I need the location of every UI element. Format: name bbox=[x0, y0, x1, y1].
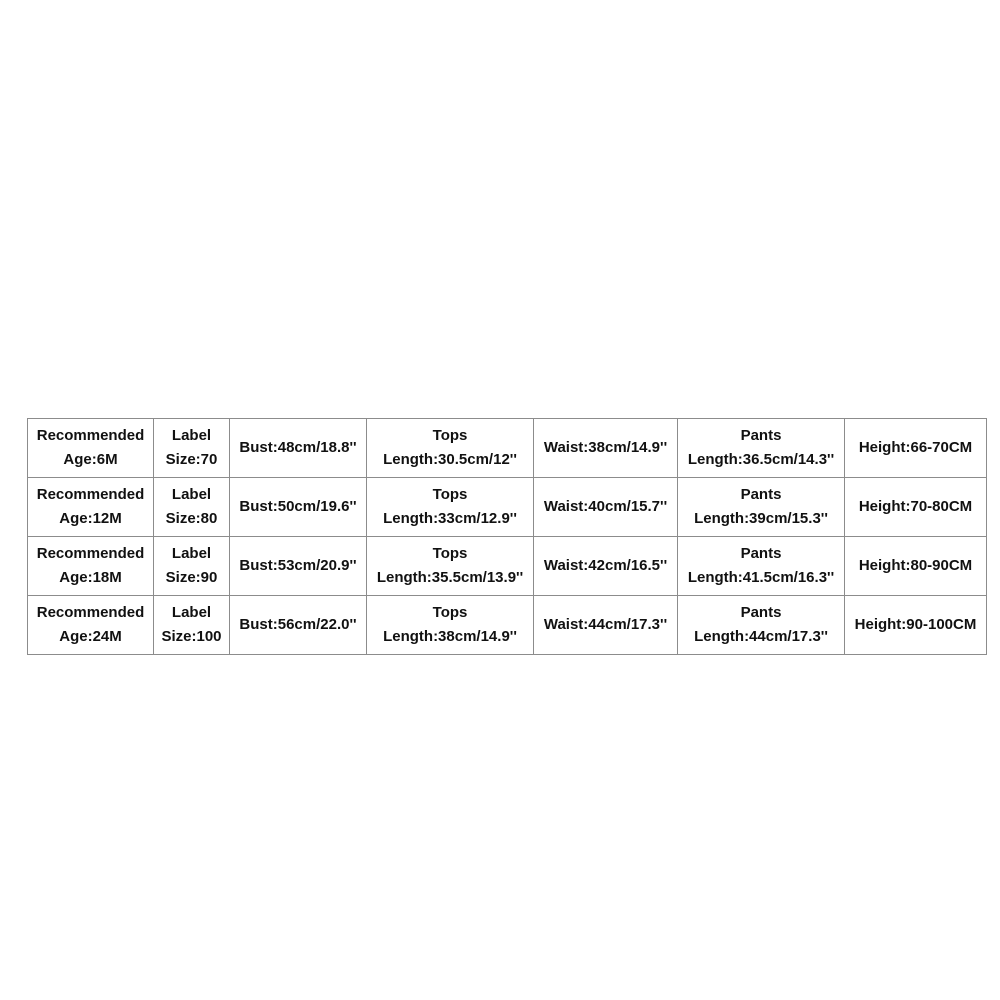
pants-label: Pants bbox=[740, 486, 782, 503]
pants-label: Pants bbox=[740, 604, 782, 621]
age-value: Age:6M bbox=[63, 451, 118, 468]
age-cell bbox=[28, 596, 154, 655]
label-size-label: Label bbox=[171, 545, 212, 562]
waist-cell: Waist:38cm/14.9'' bbox=[534, 419, 678, 478]
pants-length-value: Length:44cm/17.3'' bbox=[694, 628, 828, 645]
bust-cell: Bust:50cm/19.6'' bbox=[230, 478, 367, 537]
table-row bbox=[28, 419, 987, 478]
table-row bbox=[28, 596, 987, 655]
label-size-value: Size:90 bbox=[165, 569, 218, 586]
label-size-value: Size:70 bbox=[165, 451, 218, 468]
tops-length-value: Length:38cm/14.9'' bbox=[383, 628, 517, 645]
age-label: Recommended bbox=[36, 486, 145, 503]
age-label: Recommended bbox=[36, 427, 145, 444]
waist-cell: Waist:44cm/17.3'' bbox=[534, 596, 678, 655]
age-label: Recommended bbox=[36, 604, 145, 621]
tops-length-value: Length:35.5cm/13.9'' bbox=[376, 569, 524, 586]
size-chart-table bbox=[27, 418, 987, 655]
height-cell: Height:90-100CM bbox=[845, 596, 987, 655]
bust-cell: Bust:48cm/18.8'' bbox=[230, 419, 367, 478]
bust-cell: Bust:53cm/20.9'' bbox=[230, 537, 367, 596]
pants-length-cell bbox=[678, 596, 845, 655]
waist-cell: Waist:42cm/16.5'' bbox=[534, 537, 678, 596]
tops-length-cell bbox=[367, 537, 534, 596]
tops-length-cell bbox=[367, 419, 534, 478]
label-size-value: Size:100 bbox=[161, 628, 222, 645]
waist-cell: Waist:40cm/15.7'' bbox=[534, 478, 678, 537]
label-size-cell bbox=[154, 537, 230, 596]
pants-length-cell bbox=[678, 537, 845, 596]
table-row bbox=[28, 478, 987, 537]
tops-label: Tops bbox=[432, 427, 468, 444]
tops-length-cell bbox=[367, 596, 534, 655]
pants-length-value: Length:39cm/15.3'' bbox=[694, 510, 828, 527]
age-label: Recommended bbox=[36, 545, 145, 562]
age-cell bbox=[28, 537, 154, 596]
age-value: Age:18M bbox=[59, 569, 122, 586]
tops-length-value: Length:33cm/12.9'' bbox=[383, 510, 517, 527]
pants-label: Pants bbox=[740, 427, 782, 444]
label-size-cell bbox=[154, 419, 230, 478]
age-value: Age:12M bbox=[59, 510, 122, 527]
pants-length-cell bbox=[678, 419, 845, 478]
table-row bbox=[28, 537, 987, 596]
tops-label: Tops bbox=[432, 486, 468, 503]
height-cell: Height:70-80CM bbox=[845, 478, 987, 537]
tops-label: Tops bbox=[432, 545, 468, 562]
pants-length-value: Length:36.5cm/14.3'' bbox=[687, 451, 835, 468]
pants-label: Pants bbox=[740, 545, 782, 562]
label-size-cell bbox=[154, 478, 230, 537]
tops-length-value: Length:30.5cm/12'' bbox=[383, 451, 517, 468]
tops-length-cell bbox=[367, 478, 534, 537]
age-cell bbox=[28, 419, 154, 478]
bust-cell: Bust:56cm/22.0'' bbox=[230, 596, 367, 655]
height-cell: Height:66-70CM bbox=[845, 419, 987, 478]
tops-label: Tops bbox=[432, 604, 468, 621]
label-size-label: Label bbox=[171, 427, 212, 444]
label-size-label: Label bbox=[171, 486, 212, 503]
pants-length-cell bbox=[678, 478, 845, 537]
pants-length-value: Length:41.5cm/16.3'' bbox=[687, 569, 835, 586]
label-size-label: Label bbox=[171, 604, 212, 621]
age-cell bbox=[28, 478, 154, 537]
label-size-cell bbox=[154, 596, 230, 655]
age-value: Age:24M bbox=[59, 628, 122, 645]
height-cell: Height:80-90CM bbox=[845, 537, 987, 596]
label-size-value: Size:80 bbox=[165, 510, 218, 527]
